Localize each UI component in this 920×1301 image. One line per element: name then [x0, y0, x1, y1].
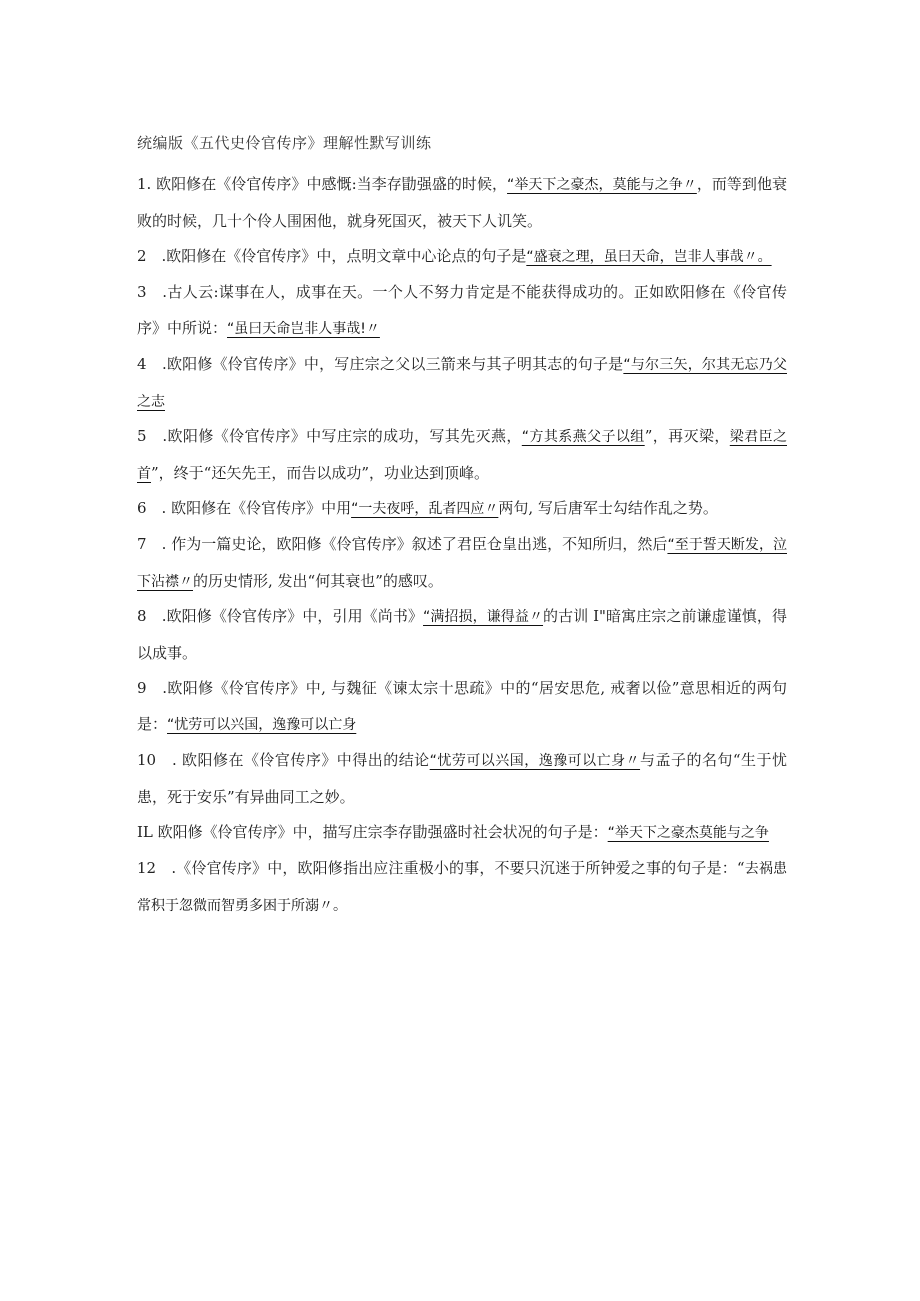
question-text: 的历史情形, 发出“何其衰也”的感叹。	[193, 572, 443, 590]
answer: “虽曰天命岂非人事哉!〃	[227, 321, 380, 337]
answer: 梁君臣之首	[137, 429, 787, 482]
question-6	[137, 490, 787, 527]
question-10	[137, 742, 787, 815]
question-text: 4 .欧阳修《伶官传序》中，写庄宗之父以三箭来与其子明其志的句子是	[137, 355, 624, 373]
question-11	[137, 814, 787, 851]
question-7	[137, 526, 787, 600]
answer: “忧劳可以兴国，逸豫可以亡身	[167, 717, 357, 733]
question-text: 5 .欧阳修《伶官传序》中写庄宗的成功，写其先灭燕，	[137, 427, 522, 445]
question-5	[137, 418, 787, 492]
question-text: 1. 欧阳修在《伶官传序》中感慨:当李存勖强盛的时候，	[137, 175, 508, 193]
answer: “方其系燕父子以组	[521, 429, 645, 445]
question-12	[137, 850, 787, 924]
question-text: ”，再灭梁，	[644, 427, 730, 445]
question-3	[137, 274, 787, 347]
question-text: 12 .《伶官传序》中，欧阳修指出应注重极小的事，不要只沉迷于所钟爱之事的句子是：“	[137, 859, 745, 877]
question-text: 8 .欧阳修《伶官传序》中，引用《尚书》	[137, 607, 424, 625]
answer: “一夫夜呼，乱者四应〃	[351, 501, 499, 517]
question-text: 3 .古人云:谋事在人，成事在天。一个人不努力肯定是不能获得成功的。正如欧阳修在《伶官传序》中所说：	[137, 283, 787, 337]
answer: “举天下之豪杰莫能与之争	[607, 825, 769, 841]
question-text: ，而等到他衰败的时候，几十个伶人围困他，就身死国灭，被天下人讥笑。	[137, 175, 787, 230]
question-text: 2 .欧阳修在《伶官传序》中，点明文章中心论点的句子是	[137, 247, 527, 265]
answer: “与尔三矢，尔其无忘乃父之志	[137, 357, 787, 410]
question-text: 两句, 写后唐军士勾结作乱之势。	[498, 499, 718, 517]
question-9	[137, 670, 787, 743]
question-text: 7 . 作为一篇史论，欧阳修《伶官传序》叙述了君臣仓皇出逃，不知所归，然后	[137, 535, 668, 553]
question-text: 与孟子的名句“生于忧患，死于安乐”有异曲同工之妙。	[137, 751, 787, 806]
answer: “忧劳可以兴国，逸豫可以亡身〃	[429, 753, 641, 769]
question-text: 10 . 欧阳修在《伶官传序》中得出的结论	[137, 751, 430, 769]
question-1	[137, 166, 787, 239]
page-title: 统编版《五代史伶官传序》理解性默写训练	[137, 134, 432, 152]
question-text: 6 . 欧阳修在《伶官传序》中用	[137, 499, 352, 517]
answer: “至于誓天断发，泣下沾襟〃	[137, 537, 787, 590]
answer: 去祸患常积于忽微而智勇多困于所溺〃。	[137, 861, 787, 914]
question-2	[137, 238, 787, 275]
answer: “举天下之豪杰，莫能与之争〃	[507, 177, 697, 193]
answer: “盛衰之理，虽曰天命，岂非人事哉〃。	[526, 249, 772, 265]
question-text: IL 欧阳修《伶官传序》中，描写庄宗李存勖强盛时社会状况的句子是：	[137, 823, 608, 841]
question-4	[137, 346, 787, 420]
question-text: 9 .欧阳修《伶官传序》中, 与魏征《谏太宗十思疏》中的“居安思危, 戒奢以俭”意思相近的两句是：	[137, 679, 787, 733]
question-8	[137, 598, 787, 671]
question-text: 的古训 I"暗寓庄宗之前谦虚谨慎，得以成事。	[137, 607, 787, 662]
answer: “满招损，谦得益〃	[423, 609, 544, 625]
question-text: ”，终于“还矢先王，而告以成功”，功业达到顶峰。	[151, 464, 490, 482]
